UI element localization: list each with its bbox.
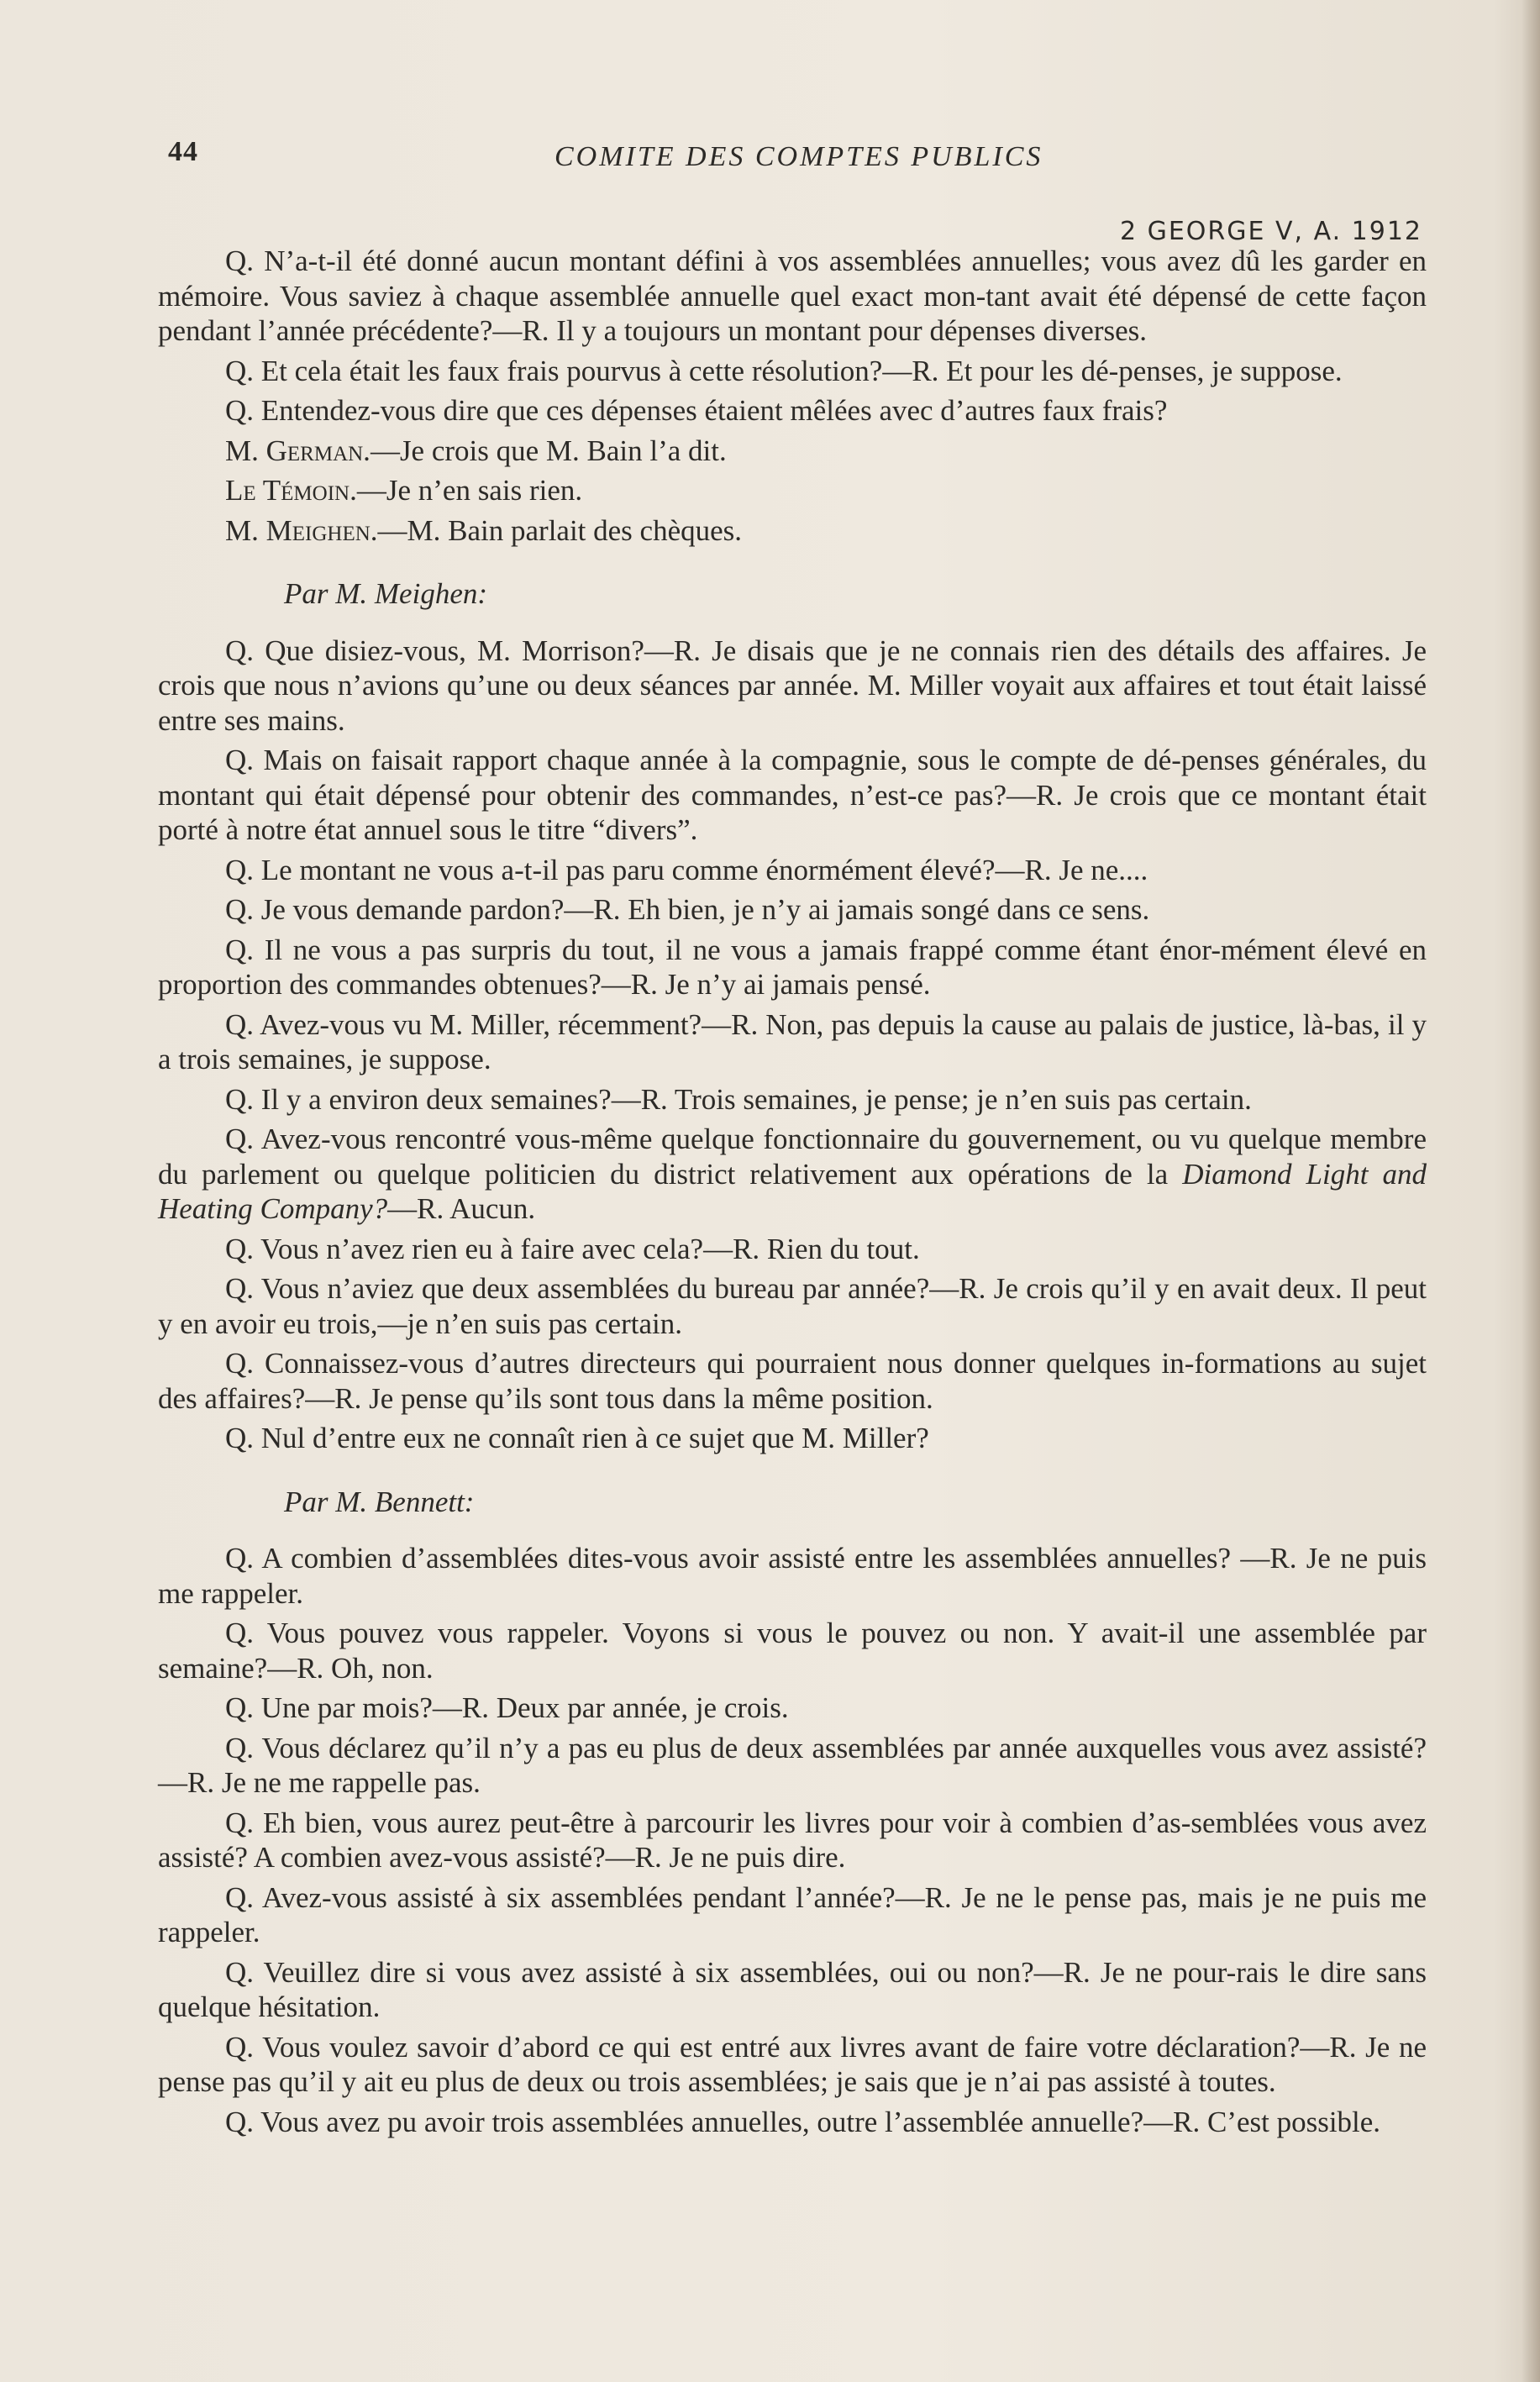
page-number: 44 <box>168 136 198 167</box>
section-heading: Par M. Bennett: <box>284 1485 475 1518</box>
paragraph: Q. Vous voulez savoir d’abord ce qui est entré aux livres avant de faire votre déclaration?—R. Je ne pense pas qu’il y ait eu plus de deux ou trois assemblées; je sais que je n’ai pas assisté à toutes. <box>158 2030 1427 2098</box>
paragraph: Q. Vous n’avez rien eu à faire avec cela?—R. Rien du tout. <box>225 1232 920 1265</box>
speech-text: —Je crois que M. Bain l’a dit. <box>370 434 727 467</box>
paragraph: Q. A combien d’assemblées dites-vous avoir assisté entre les assemblées annuelles? —R. Je ne puis me rappeler. <box>158 1542 1427 1610</box>
paragraph: Q. Eh bien, vous aurez peut-être à parcourir les livres pour voir à combien d’as-semblées vous avez assisté? A combien avez-vous assisté?—R. Je ne puis dire. <box>158 1806 1427 1874</box>
page-edge-shadow <box>1522 0 1540 2382</box>
speaker-name: M. Meighen. <box>225 513 378 547</box>
paragraph: Q. Vous avez pu avoir trois assemblées annuelles, outre l’assemblée annuelle?—R. C’est possible. <box>225 2105 1381 2138</box>
paragraph: Q. Le montant ne vous a-t-il pas paru comme énormément élevé?—R. Je ne.... <box>225 853 1148 886</box>
paragraph: Q. N’a-t-il été donné aucun montant défini à vos assemblées annuelles; vous avez dû les garder en mémoire. Vous saviez à chaque assemblée annuelle quel exact mon-tant avait été dépensé de cette façon pendant l’année précédente?—R. Il y a toujours un montant pour dépenses diverses. <box>158 245 1427 347</box>
paragraph: Q. Il ne vous a pas surpris du tout, il ne vous a jamais frappé comme étant énor-mément élevé en proportion des commandes obtenues?—R. Je n’y ai jamais pensé. <box>158 933 1427 1001</box>
paragraph: Q. Nul d’entre eux ne connaît rien à ce sujet que M. Miller? <box>225 1422 929 1454</box>
speech-text: —M. Bain parlait des chèques. <box>377 513 743 547</box>
company-name: Diamond Light and Heating Company? <box>158 1157 1427 1225</box>
paragraph: Q. Vous déclarez qu’il n’y a pas eu plus de deux assemblées par année auxquelles vous avez assisté?—R. Je ne me rappelle pas. <box>158 1731 1427 1799</box>
paragraph <box>158 473 1427 508</box>
body-text <box>158 244 1427 2144</box>
paragraph <box>158 1122 1427 1227</box>
paragraph: Q. Vous pouvez vous rappeler. Voyons si vous le pouvez ou non. Y avait-il une assemblée par semaine?—R. Oh, non. <box>158 1617 1427 1685</box>
paragraph: Q. Entendez-vous dire que ces dépenses étaient mêlées avec d’autres faux frais? <box>225 394 1168 427</box>
paragraph: Q. Vous n’aviez que deux assemblées du bureau par année?—R. Je crois qu’il y en avait deux. Il peut y en avoir eu trois,—je n’en suis pas certain. <box>158 1272 1427 1340</box>
speech-text: —Je n’en sais rien. <box>356 474 583 507</box>
paragraph: Q. Une par mois?—R. Deux par année, je crois. <box>225 1691 789 1724</box>
session-label: 2 GEORGE V, A. 1912 <box>1119 217 1422 246</box>
speaker-name: Le Témoin. <box>225 474 357 507</box>
page-header <box>168 136 1428 178</box>
paragraph: Q. Avez-vous vu M. Miller, récemment?—R. Non, pas depuis la cause au palais de justice, là-bas, il y a trois semaines, je suppose. <box>158 1007 1427 1075</box>
paragraph: Q. Que disiez-vous, M. Morrison?—R. Je disais que je ne connais rien des détails des affaires. Je crois que nous n’avions qu’une ou deux séances par année. M. Miller voyait aux affaires et tout était laissé entre ses mains. <box>158 634 1427 737</box>
paragraph: Q. Veuillez dire si vous avez assisté à six assemblées, oui ou non?—R. Je ne pour-rais le dire sans quelque hésitation. <box>158 1955 1427 2023</box>
speech-text: —R. Aucun. <box>387 1192 536 1225</box>
paragraph: Q. Je vous demande pardon?—R. Eh bien, je n’y ai jamais songé dans ce sens. <box>225 893 1150 926</box>
section-heading: Par M. Meighen: <box>284 577 488 610</box>
running-head: COMITE DES COMPTES PUBLICS <box>555 141 1043 172</box>
paragraph: Q. Il y a environ deux semaines?—R. Trois semaines, je pense; je n’en suis pas certain. <box>225 1082 1252 1116</box>
speech-text: Q. Avez-vous rencontré vous-même quelque fonctionnaire du gouvernement, ou vu quelque membre du parlement ou quelque politicien du district relativement aux opérations de la <box>158 1123 1427 1191</box>
speaker-name: M. German. <box>225 434 371 467</box>
paragraph <box>158 434 1427 469</box>
paragraph: Q. Avez-vous assisté à six assemblées pendant l’année?—R. Je ne le pense pas, mais je ne puis me rappeler. <box>158 1880 1427 1948</box>
paragraph: Q. Connaissez-vous d’autres directeurs qui pourraient nous donner quelques in-formations au sujet des affaires?—R. Je pense qu’ils sont tous dans la même position. <box>158 1347 1427 1415</box>
paragraph: Q. Mais on faisait rapport chaque année à la compagnie, sous le compte de dé-penses générales, du montant qui était dépensé pour obtenir des commandes, n’est-ce pas?—R. Je crois que ce montant était porté à notre état annuel sous le titre “divers”. <box>158 744 1427 846</box>
paragraph: Q. Et cela était les faux frais pourvus à cette résolution?—R. Et pour les dé-penses, je suppose. <box>225 354 1343 387</box>
paragraph <box>158 513 1427 549</box>
